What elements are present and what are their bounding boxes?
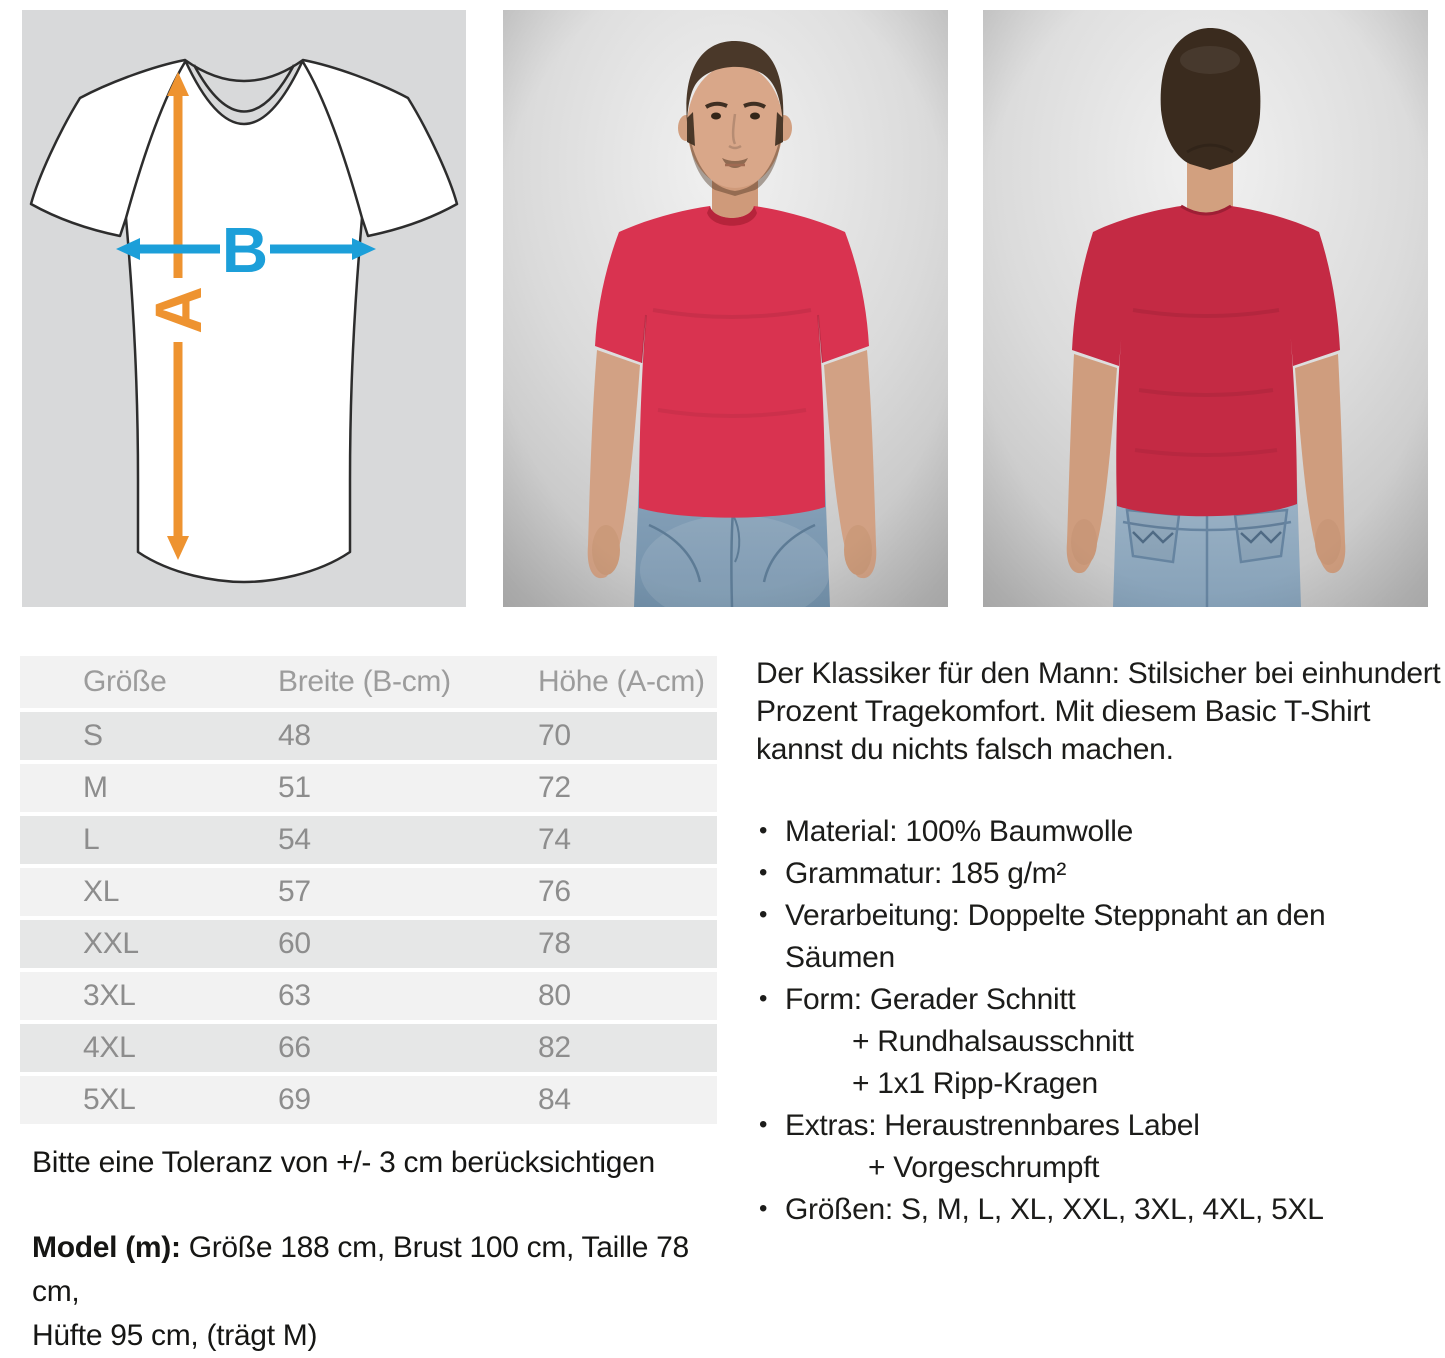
cell-size: 5XL (83, 1083, 136, 1116)
model-info-line1 (32, 1226, 732, 1314)
cell-hoehe: 72 (538, 771, 571, 804)
model-back-photo (983, 10, 1428, 607)
bullet-icon: • (759, 1195, 768, 1222)
cell-size: S (83, 719, 103, 752)
bullet-icon: • (759, 985, 768, 1012)
header-hoehe: Höhe (A-cm) (538, 665, 705, 698)
spec-item-rundhals: + Rundhalsausschnitt (852, 1025, 1134, 1058)
spec-item-grammatur: • Grammatur: 185 g/m² (756, 853, 1441, 895)
cell-breite: 63 (278, 979, 311, 1012)
spec-item-vorgeschrumpft: + Vorgeschrumpft (868, 1151, 1100, 1184)
size-table (20, 656, 717, 1124)
bullet-icon: • (759, 817, 768, 844)
cell-size: XXL (83, 927, 139, 960)
cell-hoehe: 80 (538, 979, 571, 1012)
size-diagram-panel (22, 10, 466, 607)
cell-breite: 60 (278, 927, 311, 960)
header-groesse: Größe (83, 665, 167, 698)
bullet-icon: • (759, 1111, 768, 1138)
spec-item-verarbeitung: • Verarbeitung: Doppelte Steppnaht an den Säumen (756, 895, 1441, 979)
table-row (20, 1024, 717, 1072)
cell-breite: 57 (278, 875, 311, 908)
table-row (20, 972, 717, 1020)
model-info-line2: Hüfte 95 cm, (trägt M) (32, 1319, 318, 1352)
table-row (20, 712, 717, 760)
bullet-icon: • (759, 859, 768, 886)
tolerance-note: Bitte eine Toleranz von +/- 3 cm berücksichtigen (32, 1146, 655, 1179)
cell-breite: 54 (278, 823, 311, 856)
label-a: A (141, 286, 215, 334)
front-model-figure (503, 10, 948, 607)
cell-breite: 66 (278, 1031, 311, 1064)
cell-hoehe: 76 (538, 875, 571, 908)
paragraph-line: kannst du nichts falsch machen. (756, 733, 1174, 766)
product-description (756, 655, 1441, 1231)
cell-hoehe: 84 (538, 1083, 571, 1116)
paragraph-line: Prozent Tragekomfort. Mit diesem Basic T-Shirt (756, 695, 1371, 728)
cell-size: XL (83, 875, 120, 908)
table-row (20, 868, 717, 916)
cell-size: 4XL (83, 1031, 136, 1064)
table-row (20, 816, 717, 864)
spec-item-groessen: • Größen: S, M, L, XL, XXL, 3XL, 4XL, 5XL (756, 1189, 1441, 1231)
back-model-figure (983, 10, 1428, 607)
model-info (32, 1226, 732, 1358)
cell-size: M (83, 771, 108, 804)
spec-item-form: • Form: Gerader Schnitt (756, 979, 1441, 1021)
spec-item-material: • Material: 100% Baumwolle (756, 811, 1441, 853)
spec-item-extras: • Extras: Heraustrennbares Label (756, 1105, 1441, 1147)
cell-size: 3XL (83, 979, 136, 1012)
table-row (20, 920, 717, 968)
model-info-measurements: Größe 188 cm, Brust 100 cm, Taille 78 cm, (32, 1231, 689, 1308)
cell-breite: 51 (278, 771, 311, 804)
tshirt-measurement-diagram (22, 10, 466, 607)
cell-breite: 48 (278, 719, 311, 752)
model-info-label: Model (m): (32, 1231, 181, 1264)
cell-hoehe: 74 (538, 823, 571, 856)
model-front-photo (503, 10, 948, 607)
label-b: B (221, 214, 269, 286)
size-table-header (20, 656, 717, 708)
table-row (20, 764, 717, 812)
cell-hoehe: 70 (538, 719, 571, 752)
cell-size: L (83, 823, 100, 856)
bullet-icon: • (759, 901, 768, 928)
cell-hoehe: 82 (538, 1031, 571, 1064)
paragraph-line: Der Klassiker für den Mann: Stilsicher bei einhundert (756, 657, 1441, 690)
spec-list (756, 811, 1441, 1231)
header-breite: Breite (B-cm) (278, 665, 451, 698)
spec-item-rippkragen: + 1x1 Ripp-Kragen (852, 1067, 1098, 1100)
table-row (20, 1076, 717, 1124)
cell-breite: 69 (278, 1083, 311, 1116)
cell-hoehe: 78 (538, 927, 571, 960)
description-paragraph (756, 655, 1441, 769)
